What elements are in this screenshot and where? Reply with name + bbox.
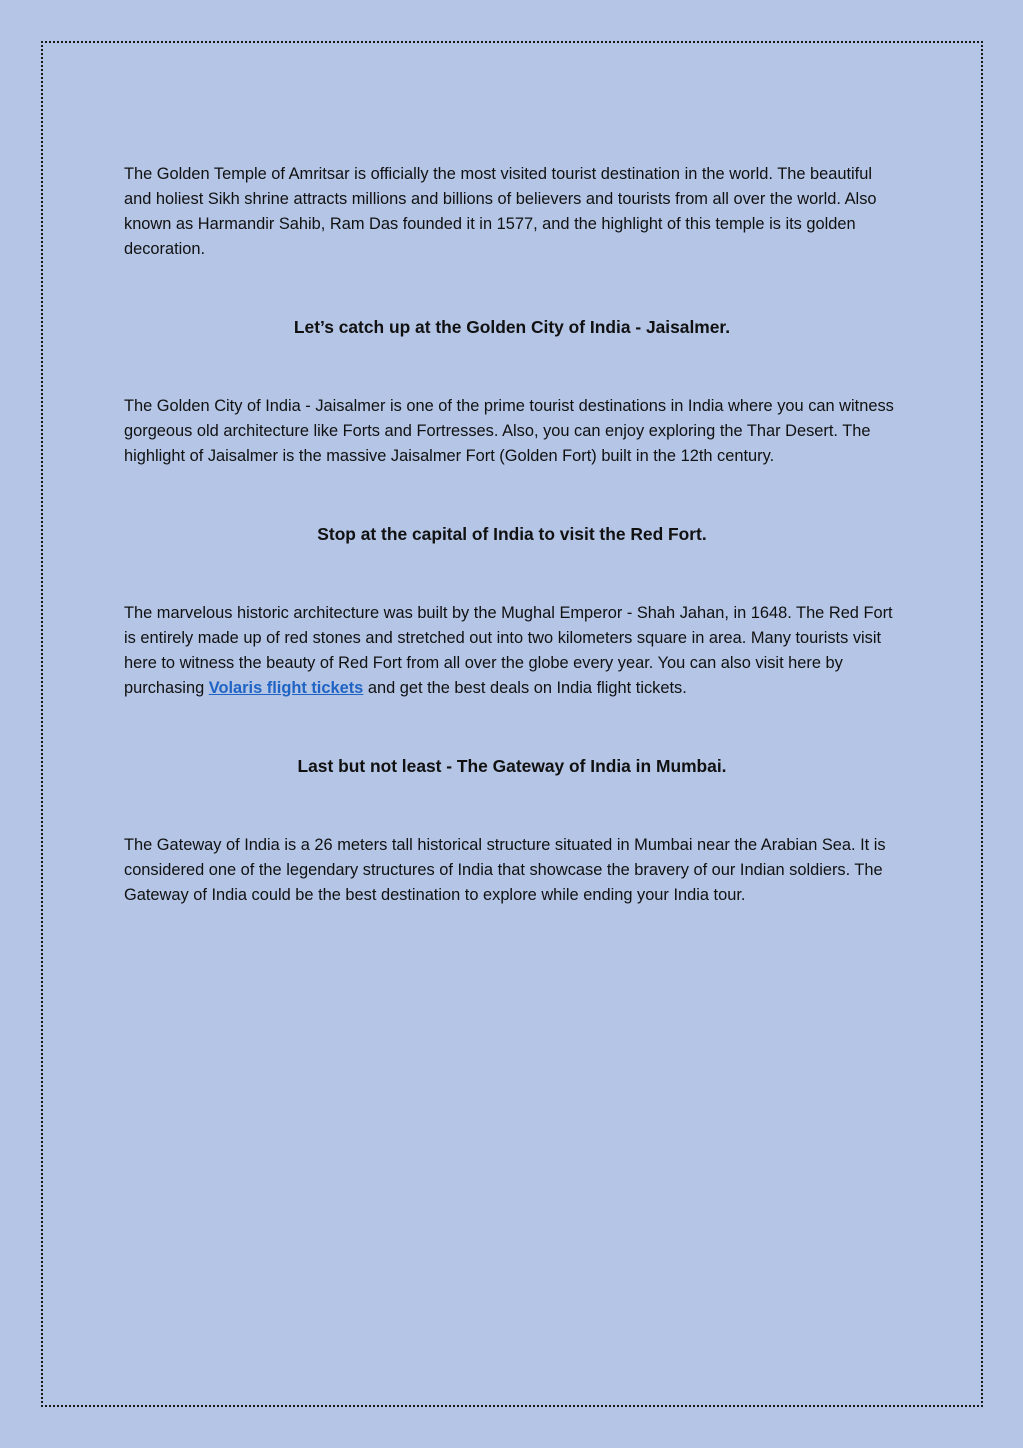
document-body	[124, 162, 900, 908]
volaris-flight-tickets-link[interactable]: Volaris flight tickets	[208, 679, 364, 697]
heading-red-fort: Stop at the capital of India to visit the Red Fort.	[317, 524, 707, 544]
paragraph-golden-temple: The Golden Temple of Amritsar is officially the most visited tourist destination in the world. The beautiful and holiest Sikh shrine attracts millions and billions of believers and tourists from all over the world. Also known as Harmandir Sahib, Ram Das founded it in 1577, and the highlight of this temple is its golden decoration.	[124, 165, 877, 258]
paragraph-red-fort-text-end: and get the best deals on India flight tickets.	[363, 679, 687, 697]
paragraph-jaisalmer: The Golden City of India - Jaisalmer is one of the prime tourist destinations in India where you can witness gorgeous old architecture like Forts and Fortresses. Also, you can enjoy exploring the Thar Desert. The highlight of Jaisalmer is the massive Jaisalmer Fort (Golden Fort) built in the 12th century.	[124, 397, 894, 465]
paragraph-red-fort	[124, 601, 900, 701]
heading-gateway-of-india: Last but not least - The Gateway of India in Mumbai.	[297, 756, 727, 776]
paragraph-gateway-of-india: The Gateway of India is a 26 meters tall historical structure situated in Mumbai near the Arabian Sea. It is considered one of the legendary structures of India that showcase the bravery of our Indian soldiers. The Gateway of India could be the best destination to explore while ending your India tour.	[124, 836, 886, 904]
paragraph-red-fort-text-start: The marvelous historic architecture was built by the Mughal Emperor - Shah Jahan, in 1648. The Red Fort is entirely made up of red stones and stretched out into two kilometers square in area. Many tourists visit here to witness the beauty of Red Fort from all over the globe every year. You can also visit here by purchasing	[124, 604, 893, 697]
heading-jaisalmer: Let’s catch up at the Golden City of India - Jaisalmer.	[293, 317, 731, 337]
